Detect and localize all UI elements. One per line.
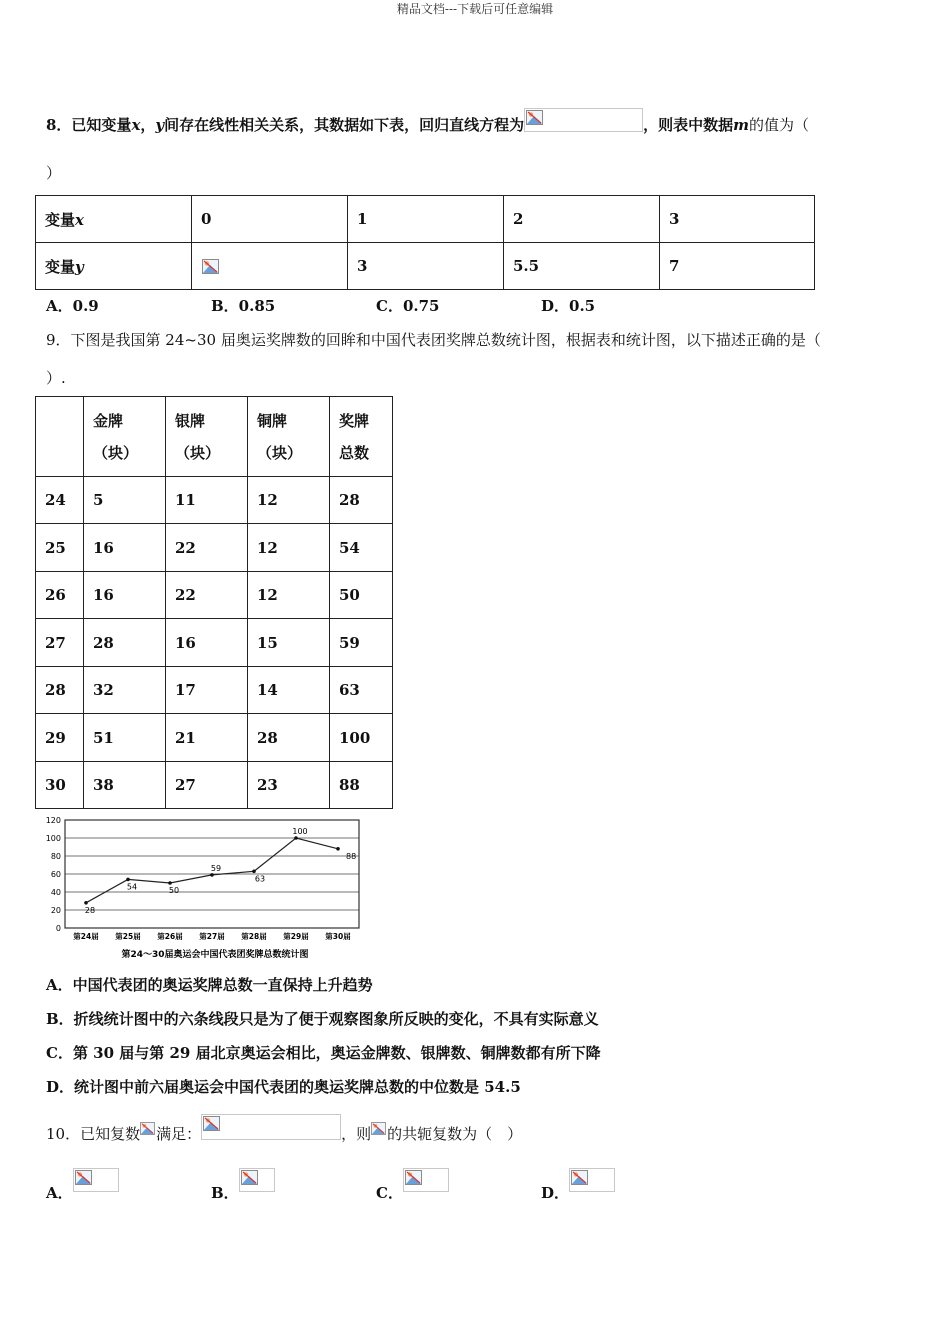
- table-cell: 12: [248, 572, 330, 619]
- table-cell: 11: [166, 477, 248, 524]
- y-tick-label: 120: [45, 816, 61, 825]
- q10-option-d: [541, 1182, 615, 1206]
- table-cell: 30: [36, 762, 84, 809]
- y-tick-label: 100: [45, 834, 61, 843]
- table-row: [36, 572, 393, 619]
- chart-title: 第24～30届奥运会中国代表团奖牌总数统计图: [121, 950, 309, 960]
- table-cell: 28: [330, 477, 393, 524]
- z-image: [140, 1122, 156, 1136]
- header-total: [330, 397, 393, 477]
- q8-comma: ，: [140, 116, 156, 134]
- q8-table-row-y: [36, 243, 815, 290]
- z-image: [371, 1122, 387, 1136]
- data-label: 54: [126, 882, 138, 892]
- x-tick-label: 第26届: [157, 932, 183, 941]
- q9-option-a: A．中国代表团的奥运奖牌总数一直保持上升趋势: [46, 976, 373, 994]
- q8-option-c: C．0.75: [376, 297, 440, 315]
- table-row: [36, 714, 393, 762]
- m-value-image: [201, 258, 221, 276]
- broken-image-icon: [526, 110, 543, 125]
- table-cell-m-image: [192, 243, 348, 290]
- table-cell: 29: [36, 714, 84, 762]
- table-cell: 5: [84, 477, 166, 524]
- broken-image-icon: [202, 259, 219, 274]
- header-silver: [166, 397, 248, 477]
- table-cell: 28: [248, 714, 330, 762]
- q8-stem: [46, 114, 809, 138]
- data-point: [252, 870, 256, 874]
- broken-image-icon: [571, 1170, 588, 1185]
- q10-text-c: ，则: [341, 1125, 372, 1143]
- table-cell: 16: [84, 524, 166, 572]
- option-label: C．: [376, 1184, 403, 1202]
- data-point: [168, 881, 172, 885]
- table-cell: 88: [330, 762, 393, 809]
- data-label: 50: [168, 886, 180, 895]
- regression-equation-image: [524, 108, 643, 132]
- table-cell: 16: [84, 572, 166, 619]
- header-text: 银牌: [175, 411, 206, 430]
- data-point: [336, 847, 340, 851]
- data-label: 59: [210, 863, 222, 873]
- table-cell: 16: [166, 619, 248, 667]
- table-cell: 12: [248, 524, 330, 572]
- header-unit: 总数: [339, 443, 370, 462]
- data-point: [126, 878, 130, 882]
- broken-image-icon: [140, 1122, 155, 1135]
- q9-option-d: D．统计图中前六届奥运会中国代表团的奥运奖牌总数的中位数是 54.5: [46, 1078, 521, 1096]
- broken-image-icon: [203, 1116, 220, 1131]
- medal-line-chart: [35, 812, 375, 962]
- q8-text-b: 间存在线性相关关系，其数据如下表，回归直线方程为: [164, 116, 525, 134]
- header-unit: （块）: [175, 443, 221, 462]
- medal-table-header: [36, 397, 393, 477]
- table-row: [36, 524, 393, 572]
- x-tick-label: 第30届: [325, 932, 351, 941]
- q9-stem: 9．下图是我国第 24~30 届奥运奖牌数的回眸和中国代表团奖牌总数统计图，根据表和统计图，以下描述正确的是（: [46, 331, 821, 349]
- q8-row-label-x: [36, 196, 192, 243]
- broken-image-icon: [371, 1122, 386, 1135]
- q9-option-c: C．第 30 届与第 29 届北京奥运会相比，奥运金牌数、银牌数、铜牌数都有所下降: [46, 1044, 601, 1062]
- data-point: [84, 901, 88, 905]
- table-cell: 0: [192, 196, 348, 243]
- table-row: [36, 762, 393, 809]
- table-cell: 22: [166, 524, 248, 572]
- table-cell: 3: [660, 196, 815, 243]
- option-label: D．: [541, 1184, 570, 1202]
- data-label: 100: [292, 827, 308, 836]
- header-gold: [84, 397, 166, 477]
- q8-option-a: A．0.9: [46, 297, 99, 315]
- table-cell: 21: [166, 714, 248, 762]
- page-header: 精品文档---下载后可任意编辑: [396, 2, 554, 16]
- y-tick-label: 20: [50, 906, 61, 915]
- table-cell: 100: [330, 714, 393, 762]
- header-text: 金牌: [93, 411, 124, 430]
- chart-points: [84, 827, 356, 915]
- table-cell: 22: [166, 572, 248, 619]
- table-cell: 1: [348, 196, 504, 243]
- chart-x-ticks: [73, 931, 351, 941]
- table-cell: 38: [84, 762, 166, 809]
- table-row: [36, 477, 393, 524]
- q8-row-label-text: 变量: [45, 257, 76, 276]
- data-label: 88: [346, 851, 357, 861]
- header-blank-cell: [36, 397, 84, 477]
- table-cell: 24: [36, 477, 84, 524]
- table-cell: 28: [36, 667, 84, 714]
- q10-option-a: [46, 1182, 119, 1206]
- q8-row-label-y: [36, 243, 192, 290]
- q8-table-row-x: [36, 196, 815, 243]
- q10-option-b: [211, 1182, 275, 1206]
- x-tick-label: 第27届: [199, 932, 225, 941]
- chart-y-ticks: [46, 816, 61, 933]
- table-cell: 12: [248, 477, 330, 524]
- table-cell: 54: [330, 524, 393, 572]
- q8-text-a: 8．已知变量: [46, 116, 132, 134]
- table-cell: 27: [166, 762, 248, 809]
- x-tick-label: 第25届: [115, 932, 141, 941]
- q8-close-paren: ）: [46, 164, 62, 182]
- q10-equation-image: [201, 1114, 341, 1140]
- q10-option-c: [376, 1182, 449, 1206]
- y-tick-label: 80: [50, 852, 61, 861]
- table-cell: 3: [348, 243, 504, 290]
- data-label: 63: [254, 874, 266, 884]
- table-cell: 5.5: [504, 243, 660, 290]
- table-cell: 27: [36, 619, 84, 667]
- q8-row-var-y: y: [75, 257, 84, 276]
- q10-text-a: 10．已知复数: [46, 1125, 141, 1143]
- header-text: 奖牌: [339, 411, 370, 430]
- q8-var-x: x: [131, 116, 141, 134]
- x-tick-label: 第24届: [73, 932, 99, 941]
- q9-stem-end: ）.: [46, 369, 66, 387]
- option-label: B．: [211, 1184, 239, 1202]
- table-cell: 2: [504, 196, 660, 243]
- header-text: 铜牌: [257, 411, 288, 430]
- table-cell: 26: [36, 572, 84, 619]
- y-tick-label: 0: [55, 924, 61, 933]
- table-cell: 7: [660, 243, 815, 290]
- table-cell: 14: [248, 667, 330, 714]
- q8-option-b: B．0.85: [211, 297, 276, 315]
- table-cell: 32: [84, 667, 166, 714]
- broken-image-icon: [405, 1170, 422, 1185]
- q8-option-d: D．0.5: [541, 297, 596, 315]
- y-tick-label: 40: [50, 888, 61, 897]
- option-c-image: [403, 1168, 449, 1192]
- broken-image-icon: [75, 1170, 92, 1185]
- x-tick-label: 第28届: [241, 932, 267, 941]
- table-row: [36, 667, 393, 714]
- data-point: [210, 873, 214, 877]
- y-tick-label: 60: [50, 870, 61, 879]
- q8-var-y: y: [155, 116, 165, 134]
- q10-text-d: 的共轭复数为（ ）: [387, 1125, 523, 1143]
- medal-table: [35, 396, 393, 809]
- table-cell: 17: [166, 667, 248, 714]
- option-a-image: [73, 1168, 119, 1192]
- header-unit: （块）: [93, 443, 139, 462]
- table-cell: 63: [330, 667, 393, 714]
- table-cell: 59: [330, 619, 393, 667]
- q8-row-label-text: 变量: [45, 210, 76, 229]
- x-tick-label: 第29届: [283, 932, 309, 941]
- q8-var-m: m: [733, 116, 750, 134]
- q8-data-table: [35, 195, 815, 290]
- table-cell: 15: [248, 619, 330, 667]
- header-unit: （块）: [257, 443, 303, 462]
- q8-row-var-x: x: [75, 210, 84, 229]
- table-cell: 23: [248, 762, 330, 809]
- option-b-image: [239, 1168, 275, 1192]
- table-cell: 50: [330, 572, 393, 619]
- header-bronze: [248, 397, 330, 477]
- q8-text-c: ，则表中数据: [643, 116, 734, 134]
- data-point: [294, 836, 298, 840]
- option-label: A．: [46, 1184, 73, 1202]
- q10-stem: [46, 1122, 522, 1148]
- table-cell: 28: [84, 619, 166, 667]
- option-d-image: [569, 1168, 615, 1192]
- table-row: [36, 619, 393, 667]
- q8-text-d: 的值为（: [749, 116, 810, 134]
- q10-text-b: 满足：: [156, 1125, 202, 1143]
- data-label: 28: [84, 905, 96, 915]
- table-cell: 25: [36, 524, 84, 572]
- table-cell: 51: [84, 714, 166, 762]
- q9-option-b: B．折线统计图中的六条线段只是为了便于观察图象所反映的变化，不具有实际意义: [46, 1010, 599, 1028]
- broken-image-icon: [241, 1170, 258, 1185]
